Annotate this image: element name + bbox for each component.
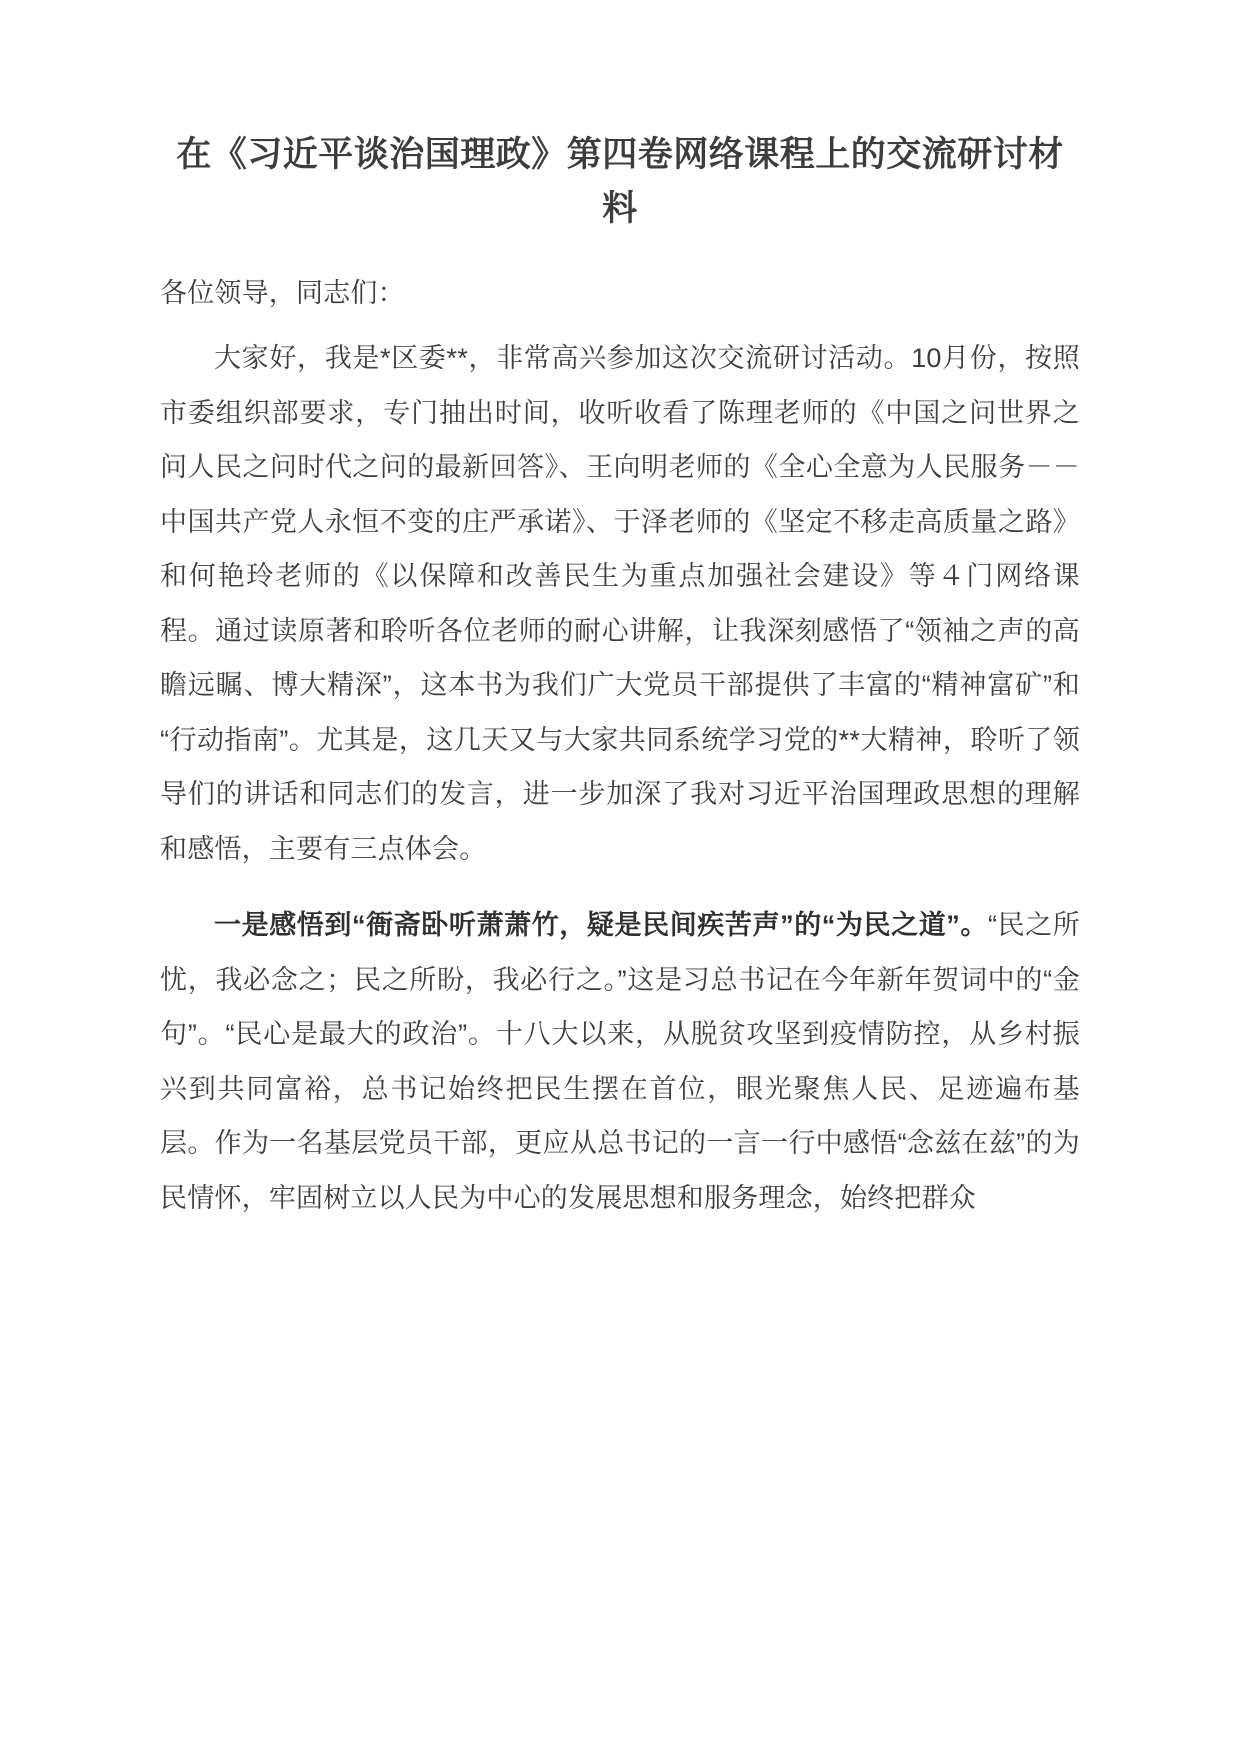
paragraph-point-one (160, 898, 1080, 1225)
point-one-bold-lead: 一是感悟到“衙斋卧听萧萧竹，疑是民间疾苦声”的“为民之道”。 (214, 910, 989, 941)
page-title: 在《习近平谈治国理政》第四卷网络课程上的交流研讨材料 (176, 135, 1064, 229)
paragraph-intro: 大家好，我是*区委**，非常高兴参加这次交流研讨活动。10月份，按照市委组织部要求，专门抽出时间，收听收看了陈理老师的《中国之问世界之问人民之问时代之问的最新回答》、王向明老师的《全心全意为人民服务－－中国共产党人永恒不变的庄严承诺》、于泽老师的《坚定不移走高质量之路》和何艳玲老师的《以保障和改善民生为重点加强社会建设》等４门网络课程。通过读原著和聆听各位老师的耐心讲解，让我深刻感悟了“领袖之声的高瞻远瞩、博大精深”，这本书为我们广大党员干部提供了丰富的“精神富矿”和“行动指南”。尤其是，这几天又与大家共同系统学习党的**大精神，聆听了领导们的讲话和同志们的发言，进一步加深了我对习近平治国理政思想的理解和感悟，主要有三点体会。 (160, 343, 1080, 864)
salutation: 各位领导，同志们： (160, 277, 405, 308)
point-one-body: “民之所忧，我必念之；民之所盼，我必行之。”这是习总书记在今年新年贺词中的“金句”。“民心是最大的政治”。十八大以来，从脱贫攻坚到疫情防控，从乡村振兴到共同富裕，总书记始终把民生摆在首位，眼光聚焦人民、足迹遍布基层。作为一名基层党员干部，更应从总书记的一言一行中感悟“念兹在兹”的为民情怀，牢固树立以人民为中心的发展思想和服务理念，始终把群众 (160, 910, 1081, 1213)
